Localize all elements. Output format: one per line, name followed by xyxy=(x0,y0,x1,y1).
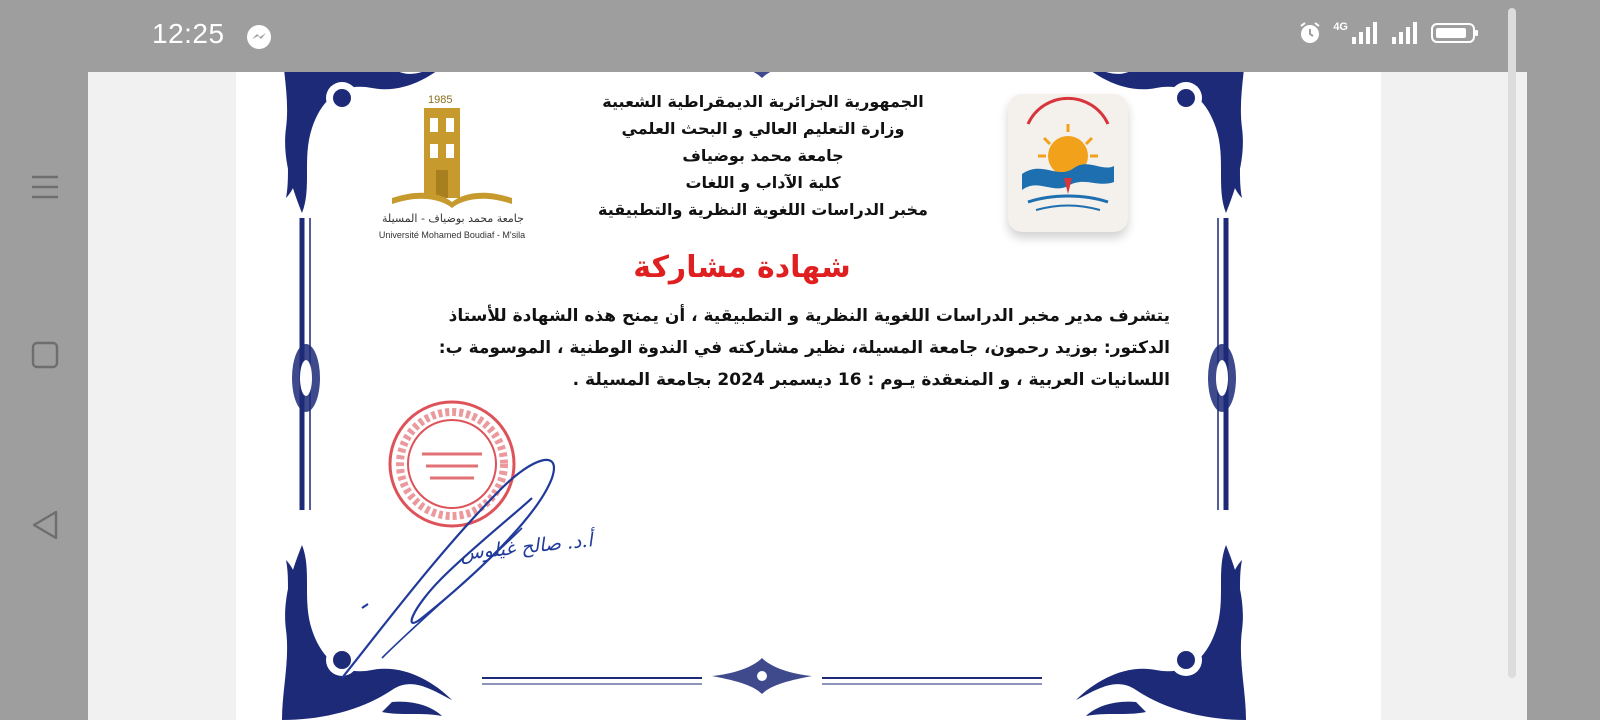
laboratory-logo xyxy=(1008,94,1128,232)
certificate-body xyxy=(336,300,1170,396)
alarm-icon xyxy=(1297,20,1323,46)
right-rail xyxy=(1527,72,1600,720)
university-logo-year: 1985 xyxy=(428,94,453,106)
sun-wave-icon xyxy=(1008,94,1128,232)
navigation-rail xyxy=(0,72,88,720)
header-university: جامعة محمد بوضياف xyxy=(682,146,844,165)
status-icons xyxy=(1297,20,1480,46)
scrollbar[interactable] xyxy=(1508,8,1516,678)
header-laboratory: مخبر الدراسات اللغوية النظرية والتطبيقية xyxy=(598,200,928,219)
body-line-2: الدكتور: بوزيد رحمون، جامعة المسيلة، نظير مشاركته في الندوة الوطنية ، الموسومة ب: xyxy=(438,338,1170,358)
status-bar xyxy=(0,0,1600,72)
body-line-3: اللسانيات العربية ، و المنعقدة يـوم : 16 ديسمبر 2024 بجامعة المسيلة . xyxy=(572,370,1170,390)
certificate-header xyxy=(548,88,978,223)
triangle-back-icon[interactable] xyxy=(28,508,62,542)
signatory-name: أ.د. صالح غيلوس xyxy=(459,529,594,565)
university-logo xyxy=(372,94,532,244)
certificate xyxy=(282,38,1246,720)
header-republic: الجمهورية الجزائرية الديمقراطية الشعبية xyxy=(602,92,924,111)
header-faculty: كلية الآداب و اللغات xyxy=(685,173,841,192)
certificate-title: شهادة مشاركة xyxy=(633,250,851,285)
status-time: 12:25 xyxy=(152,18,225,49)
body-line-1: يتشرف مدير مخبر الدراسات اللغوية النظرية و التطبيقية ، أن يمنح هذه الشهادة للأستاذ xyxy=(448,306,1170,326)
menu-icon[interactable] xyxy=(28,170,62,204)
signal-icon xyxy=(1350,21,1380,45)
battery-icon xyxy=(1430,21,1480,45)
university-name-arabic: جامعة محمد بوضياف - المسيلة xyxy=(382,212,524,225)
messenger-icon xyxy=(246,24,272,50)
university-tower-icon xyxy=(372,94,532,212)
signal-icon-2 xyxy=(1390,21,1420,45)
university-name-french: Université Mohamed Boudiaf - M'sila xyxy=(378,230,526,240)
header-ministry: وزارة التعليم العالي و البحث العلمي xyxy=(621,119,905,138)
square-home-icon[interactable] xyxy=(28,338,62,372)
network-type: 4G xyxy=(1333,21,1348,33)
